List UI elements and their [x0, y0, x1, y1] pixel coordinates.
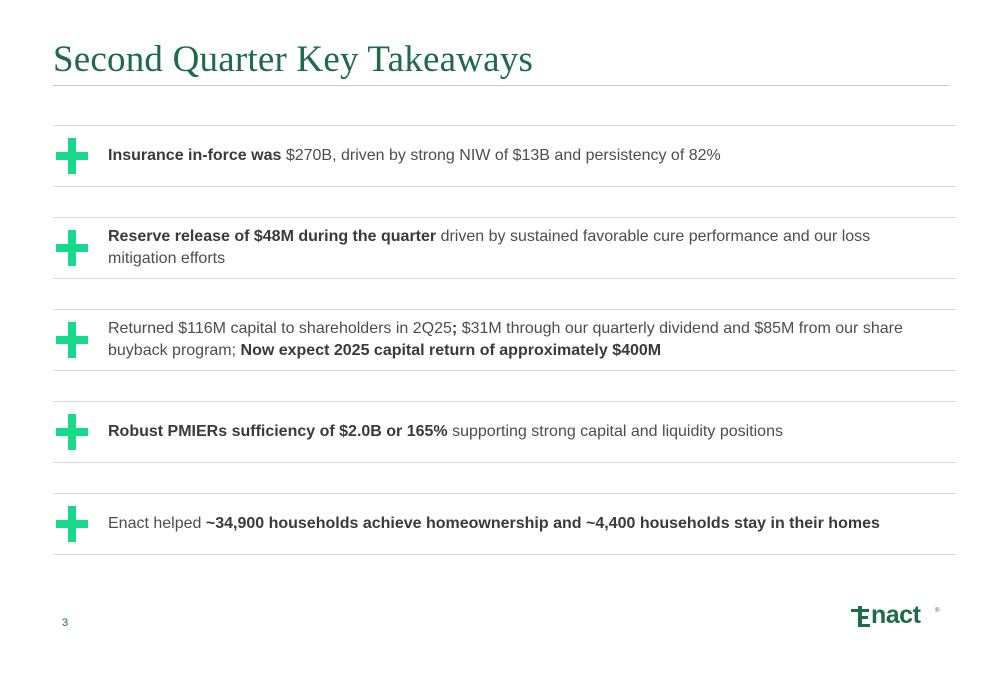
takeaway-row — [53, 217, 956, 279]
title-divider — [53, 85, 949, 86]
takeaway-text-bold: Reserve release of $48M during the quarter — [108, 228, 437, 245]
plus-icon — [56, 506, 88, 542]
takeaway-text-regular: Enact helped — [108, 515, 206, 532]
takeaway-text-regular: Returned $116M capital to shareholders in 2Q25 — [108, 320, 452, 337]
takeaway-text — [108, 318, 936, 362]
takeaway-text — [108, 145, 936, 167]
takeaway-row — [53, 309, 956, 371]
takeaway-text-bold: ~34,900 households achieve homeownership and ~4,400 households stay in their homes — [205, 515, 880, 532]
plus-icon — [56, 138, 88, 174]
plus-icon — [56, 230, 88, 266]
takeaway-text-regular: driven by sustained favorable cure performance and our loss mitigation efforts — [108, 228, 871, 267]
registered-mark: ® — [935, 608, 940, 614]
plus-icon — [56, 414, 88, 450]
takeaway-text-bold: Insurance in-force was — [108, 147, 282, 164]
takeaway-row — [53, 493, 956, 555]
plus-icon — [56, 322, 88, 358]
takeaway-text-regular: supporting strong capital and liquidity positions — [447, 423, 783, 440]
takeaway-text — [108, 421, 936, 443]
page-title: Second Quarter Key Takeaways — [53, 39, 534, 80]
logo-wordmark: nact — [871, 601, 921, 629]
takeaway-text-bold: Now expect 2025 capital return of approximately $400M — [240, 342, 662, 359]
takeaway-text-regular: $270B, driven by strong NIW of $13B and persistency of 82% — [281, 147, 721, 164]
takeaway-row — [53, 401, 956, 463]
enact-e-icon — [851, 606, 873, 628]
page-number: 3 — [62, 617, 69, 629]
takeaway-text-bold: Robust PMIERs sufficiency of $2.0B or 165% — [108, 423, 448, 440]
takeaway-text — [108, 513, 936, 535]
takeaway-text-regular: $31M through our quarterly dividend and $85M from our share buyback program; — [108, 320, 903, 359]
takeaway-text — [108, 226, 936, 270]
enact-logo — [851, 601, 946, 632]
takeaway-text-bold: ; — [451, 320, 458, 337]
takeaway-row — [53, 125, 956, 187]
